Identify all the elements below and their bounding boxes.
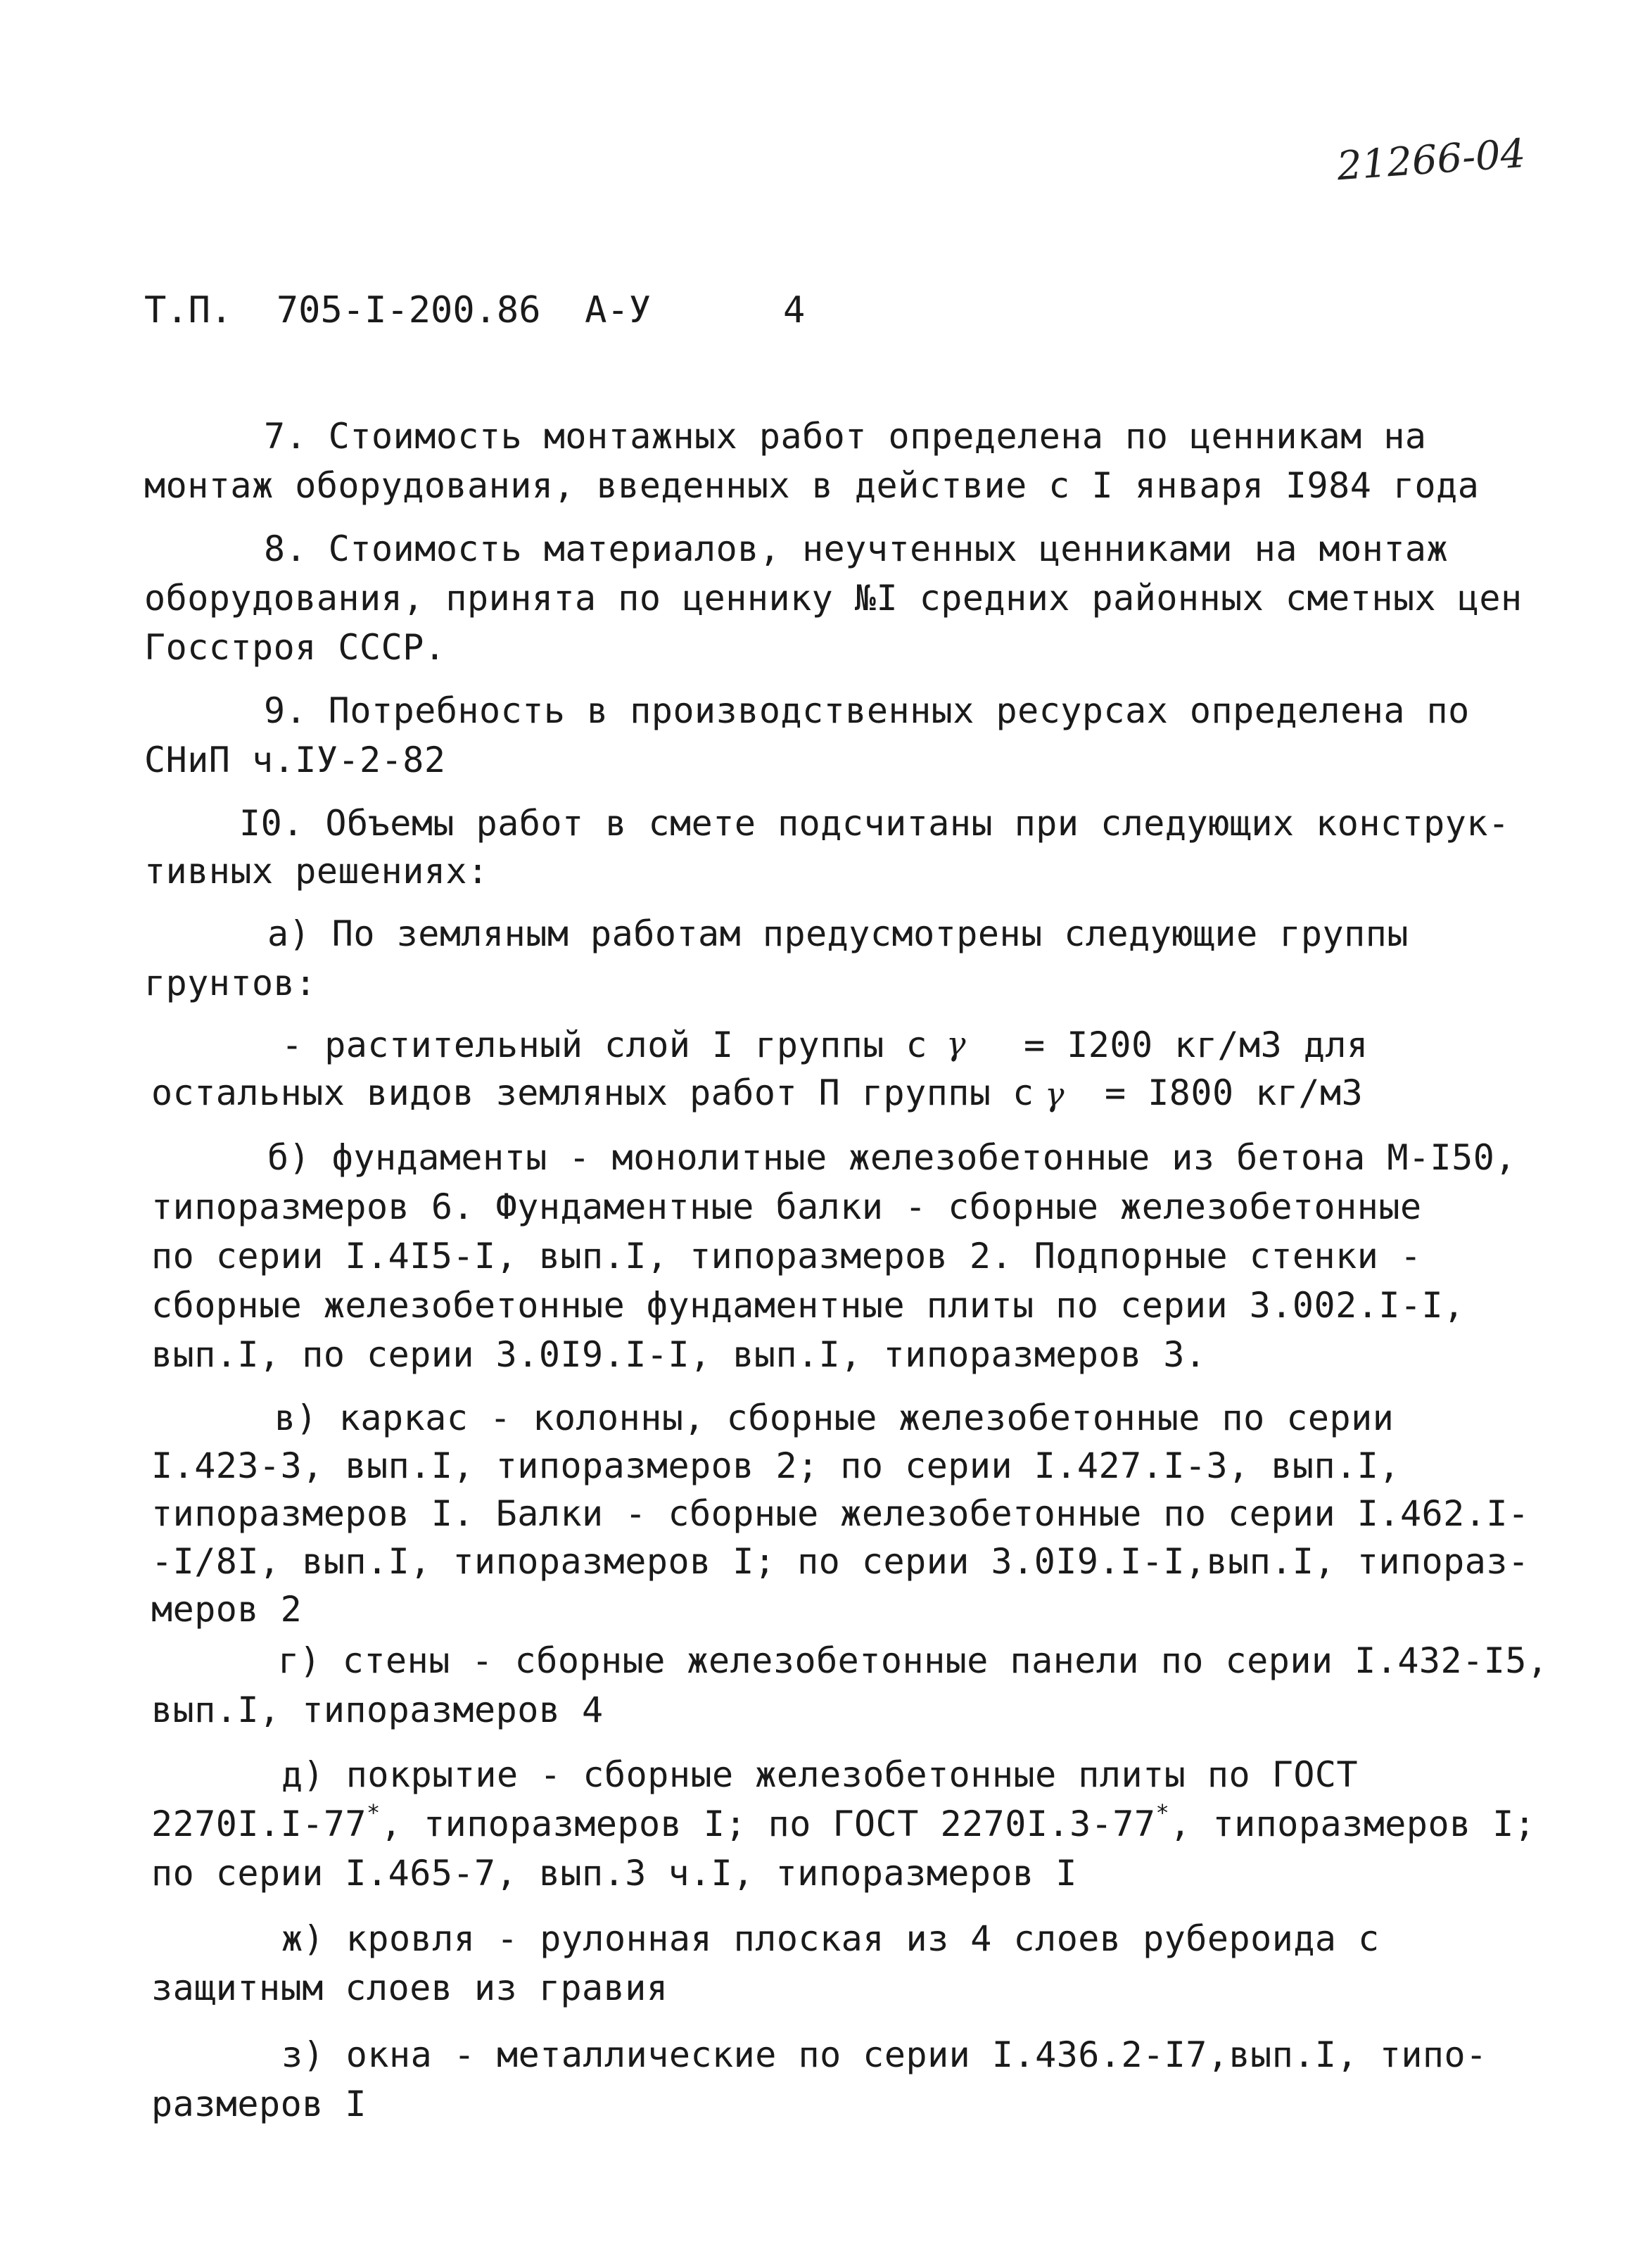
paragraph-line: ж) кровля - рулонная плоская из 4 слоев рубероида с — [281, 1918, 1380, 1959]
paragraph-line: монтаж оборудования, введенных в действие с I января I984 года — [144, 465, 1480, 506]
density-symbol: γ — [1045, 1075, 1065, 1113]
paragraph-line: грунтов: — [144, 963, 317, 1003]
density-symbol: γ — [946, 1025, 966, 1063]
paragraph-line: 2270I.I-77*, типоразмеров I; по ГОСТ 2270I.3-77*, типоразмеров I; — [151, 1799, 1536, 1844]
paragraph-line: вып.I, по серии 3.0I9.I-I, вып.I, типоразмеров 3. — [151, 1334, 1207, 1375]
paragraph-line: типоразмеров 6. Фундаментные балки - сборные железобетонные — [151, 1186, 1422, 1227]
paragraph-line: по серии I.4I5-I, вып.I, типоразмеров 2. Подпорные стенки - — [151, 1236, 1422, 1276]
paragraph-line: = I800 кг/м3 — [1105, 1072, 1364, 1113]
code-number: 705-I-200.86 — [276, 289, 541, 331]
paragraph-line: в) каркас - колонны, сборные железобетонные по серии — [274, 1398, 1395, 1438]
paragraph-line: 8. Стоимость материалов, неучтенных ценниками на монтаж — [264, 528, 1449, 569]
paragraph-line: а) По земляным работам предусмотрены следующие группы — [267, 913, 1409, 954]
code-prefix: Т.П. — [144, 289, 233, 331]
paragraph-line: 7. Стоимость монтажных работ определена по ценникам на — [264, 416, 1427, 457]
paragraph-line: д) покрытие - сборные железобетонные плиты по ГОСТ — [281, 1754, 1359, 1795]
paragraph-line: оборудования, принята по ценнику №I средних районных сметных цен — [144, 578, 1523, 619]
paragraph-line: вып.I, типоразмеров 4 — [151, 1690, 604, 1730]
paragraph-line: меров 2 — [151, 1589, 303, 1630]
paragraph-line: б) фундаменты - монолитные железобетонные из бетона М-I50, — [267, 1137, 1516, 1178]
document-header — [144, 289, 805, 332]
paragraph-line: -I/8I, вып.I, типоразмеров I; по серии 3.0I9.I-I,вып.I, типораз- — [151, 1541, 1530, 1582]
archive-number: 21266-04 — [1335, 130, 1528, 190]
code-suffix: А-У — [585, 289, 652, 331]
paragraph-line: I0. Объемы работ в смете подсчитаны при следующих конструк- — [239, 803, 1510, 844]
paragraph-line: защитным слоев из гравия — [151, 1968, 668, 2008]
asterisk-mark: * — [367, 1799, 381, 1827]
paragraph-line: г) стены - сборные железобетонные панели по серии I.432-I5, — [278, 1640, 1549, 1681]
paragraph-line: сборные железобетонные фундаментные плиты по серии 3.002.I-I, — [151, 1285, 1465, 1326]
paragraph-line: - растительный слой I группы с — [281, 1025, 928, 1065]
paragraph-line: 9. Потребность в производственных ресурсах определена по — [264, 690, 1470, 731]
asterisk-mark: * — [1155, 1799, 1170, 1827]
paragraph-line: типоразмеров I. Балки - сборные железобетонные по серии I.462.I- — [151, 1493, 1530, 1534]
page-number: 4 — [782, 289, 806, 331]
paragraph-line: по серии I.465-7, вып.3 ч.I, типоразмеров I — [151, 1853, 1077, 1894]
paragraph-line: з) окна - металлические по серии I.436.2-I7,вып.I, типо- — [281, 2034, 1487, 2075]
paragraph-line: остальных видов земляных работ П группы с — [151, 1072, 1034, 1113]
paragraph-line: = I200 кг/м3 для — [1024, 1025, 1368, 1065]
paragraph-line: тивных решениях: — [144, 851, 489, 892]
paragraph-line: размеров I — [151, 2084, 367, 2124]
paragraph-line: СНиП ч.IУ-2-82 — [144, 740, 446, 780]
paragraph-line: I.423-3, вып.I, типоразмеров 2; по серии I.427.I-3, вып.I, — [151, 1445, 1400, 1486]
paragraph-line: Госстроя СССР. — [144, 627, 446, 668]
